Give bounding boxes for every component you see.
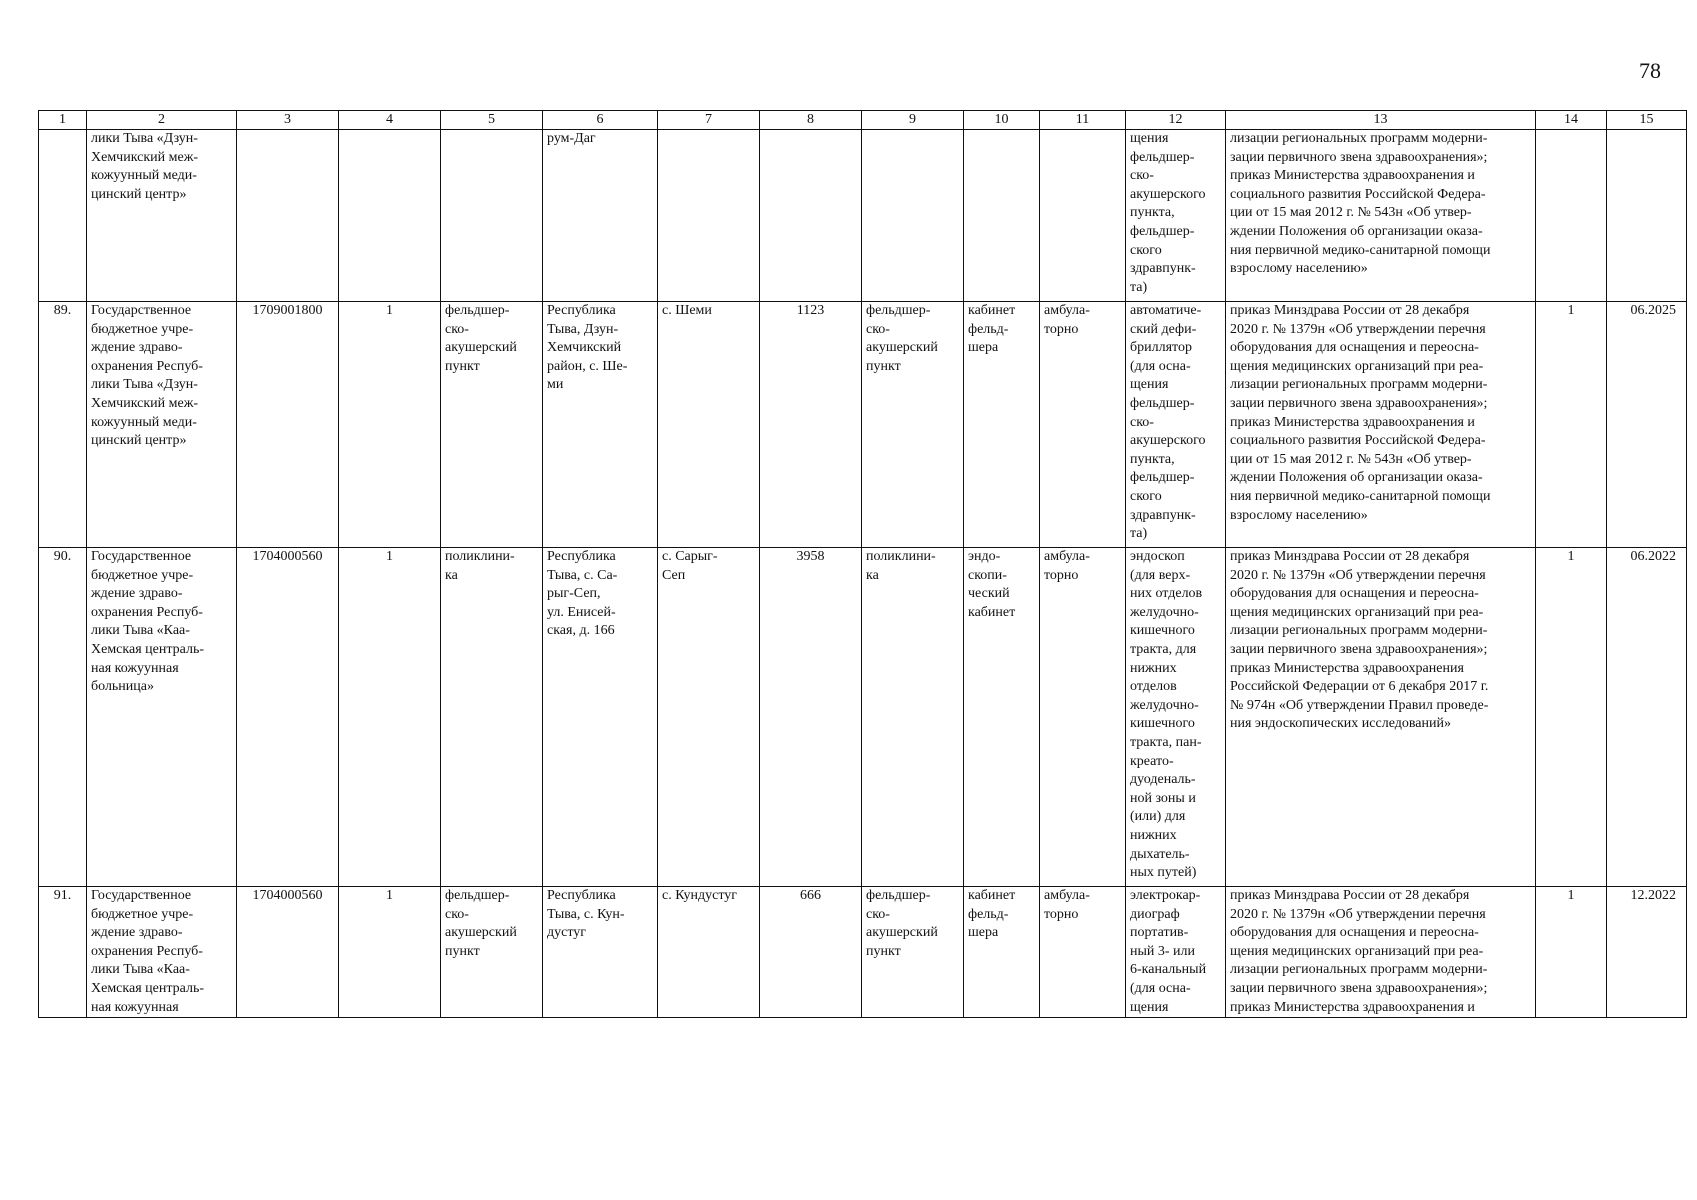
quantity-cell: 1 (1536, 548, 1607, 887)
count-cell: 1 (339, 302, 441, 548)
population-cell: 666 (760, 887, 862, 1018)
table-row (39, 548, 1687, 887)
care-condition-cell (1040, 130, 1126, 302)
column-number: 9 (862, 111, 964, 130)
count-cell: 1 (339, 887, 441, 1018)
legal-basis-cell: приказ Минздрава России от 28 декабря 2020 г. № 1379н «Об утверждении перечня оборудования для оснащения и переосна- щения медицинских организаций при реа- лизации региональных программ модерни- зации первичного звена здравоохранения»; приказ Министерства здравоохранения Российской Федерации от 6 декабря 2017 г. № 974н «Об утверждении Правил проведе- ния эндоскопических исследований» (1226, 548, 1536, 887)
equipment-cell: эндоскоп (для верх- них отделов желудочно- кишечного тракта, для нижних отделов желудочно- кишечного тракта, пан- креато- дуоденаль- ной зоны и (или) для нижних дыхатель- ных путей) (1126, 548, 1226, 887)
unit-type-cell: поликлини- ка (441, 548, 543, 887)
settlement-cell (658, 130, 760, 302)
column-number: 14 (1536, 111, 1607, 130)
address-cell: Республика Тыва, с. Са- рыг-Сеп, ул. Енисей- ская, д. 166 (543, 548, 658, 887)
organization-cell: Государственное бюджетное учре- ждение здраво- охранения Респуб- лики Тыва «Дзун- Хемчикский меж- кожуунный меди- цинский центр» (87, 302, 237, 548)
count-cell: 1 (339, 548, 441, 887)
organization-cell: Государственное бюджетное учре- ждение здраво- охранения Респуб- лики Тыва «Каа- Хемская централь- ная кожуунная больница» (87, 548, 237, 887)
population-cell: 1123 (760, 302, 862, 548)
table-row (39, 887, 1687, 1018)
quantity-cell: 1 (1536, 887, 1607, 1018)
equipment-cell: автоматиче- ский дефи- бриллятор (для осна- щения фельдшер- ско- акушерского пункта, фельдшер- ского здравпунк- та) (1126, 302, 1226, 548)
room-cell (964, 130, 1040, 302)
subdivision-cell (862, 130, 964, 302)
row-number-cell: 90. (39, 548, 87, 887)
column-number: 11 (1040, 111, 1126, 130)
code-cell (237, 130, 339, 302)
quantity-cell (1536, 130, 1607, 302)
page-number: 78 (1639, 58, 1661, 83)
settlement-cell: с. Шеми (658, 302, 760, 548)
address-cell: рум-Даг (543, 130, 658, 302)
column-number: 2 (87, 111, 237, 130)
legal-basis-cell: приказ Минздрава России от 28 декабря 2020 г. № 1379н «Об утверждении перечня оборудования для оснащения и переосна- щения медицинских организаций при реа- лизации региональных программ модерни- зации первичного звена здравоохранения»; приказ Министерства здравоохранения и социального развития Российской Федера- ции от 15 мая 2012 г. № 543н «Об утвер- ждении Положения об организации оказа- ния первичной медико-санитарной помощи взрослому населению» (1226, 302, 1536, 548)
row-number-cell: 91. (39, 887, 87, 1018)
equipment-cell: электрокар- диограф портатив- ный 3- или 6-канальный (для осна- щения (1126, 887, 1226, 1018)
date-cell: 06.2022 (1607, 548, 1687, 887)
column-number: 7 (658, 111, 760, 130)
address-cell: Республика Тыва, Дзун- Хемчикский район, с. Ше- ми (543, 302, 658, 548)
unit-type-cell: фельдшер- ско- акушерский пункт (441, 302, 543, 548)
column-number: 3 (237, 111, 339, 130)
row-number-cell: 89. (39, 302, 87, 548)
population-cell: 3958 (760, 548, 862, 887)
subdivision-cell: фельдшер- ско- акушерский пункт (862, 302, 964, 548)
column-number: 13 (1226, 111, 1536, 130)
room-cell: кабинет фельд- шера (964, 302, 1040, 548)
column-number: 1 (39, 111, 87, 130)
column-number: 4 (339, 111, 441, 130)
count-cell (339, 130, 441, 302)
population-cell (760, 130, 862, 302)
date-cell: 06.2025 (1607, 302, 1687, 548)
quantity-cell: 1 (1536, 302, 1607, 548)
column-number: 15 (1607, 111, 1687, 130)
care-condition-cell: амбула- торно (1040, 887, 1126, 1018)
column-number: 8 (760, 111, 862, 130)
subdivision-cell: поликлини- ка (862, 548, 964, 887)
equipment-table (38, 110, 1687, 1018)
table-row (39, 130, 1687, 302)
code-cell: 1704000560 (237, 887, 339, 1018)
code-cell: 1709001800 (237, 302, 339, 548)
column-number: 6 (543, 111, 658, 130)
legal-basis-cell: приказ Минздрава России от 28 декабря 2020 г. № 1379н «Об утверждении перечня оборудования для оснащения и переосна- щения медицинских организаций при реа- лизации региональных программ модерни- зации первичного звена здравоохранения»; приказ Министерства здравоохранения и (1226, 887, 1536, 1018)
code-cell: 1704000560 (237, 548, 339, 887)
unit-type-cell: фельдшер- ско- акушерский пункт (441, 887, 543, 1018)
organization-cell: Государственное бюджетное учре- ждение здраво- охранения Респуб- лики Тыва «Каа- Хемская централь- ная кожуунная (87, 887, 237, 1018)
column-number: 12 (1126, 111, 1226, 130)
organization-cell: лики Тыва «Дзун- Хемчикский меж- кожуунный меди- цинский центр» (87, 130, 237, 302)
settlement-cell: с. Сарыг- Сеп (658, 548, 760, 887)
equipment-cell: щения фельдшер- ско- акушерского пункта, фельдшер- ского здравпунк- та) (1126, 130, 1226, 302)
address-cell: Республика Тыва, с. Кун- дустуг (543, 887, 658, 1018)
column-number: 10 (964, 111, 1040, 130)
table-row (39, 302, 1687, 548)
subdivision-cell: фельдшер- ско- акушерский пункт (862, 887, 964, 1018)
settlement-cell: с. Кундустуг (658, 887, 760, 1018)
date-cell: 12.2022 (1607, 887, 1687, 1018)
unit-type-cell (441, 130, 543, 302)
date-cell (1607, 130, 1687, 302)
column-number: 5 (441, 111, 543, 130)
legal-basis-cell: лизации региональных программ модерни- зации первичного звена здравоохранения»; приказ Министерства здравоохранения и социального развития Российской Федера- ции от 15 мая 2012 г. № 543н «Об утвер- ждении Положения об организации оказа- ния первичной медико-санитарной помощи взрослому населению» (1226, 130, 1536, 302)
room-cell: кабинет фельд- шера (964, 887, 1040, 1018)
care-condition-cell: амбула- торно (1040, 548, 1126, 887)
row-number-cell (39, 130, 87, 302)
room-cell: эндо- скопи- ческий кабинет (964, 548, 1040, 887)
care-condition-cell: амбула- торно (1040, 302, 1126, 548)
column-number-row (39, 111, 1687, 130)
